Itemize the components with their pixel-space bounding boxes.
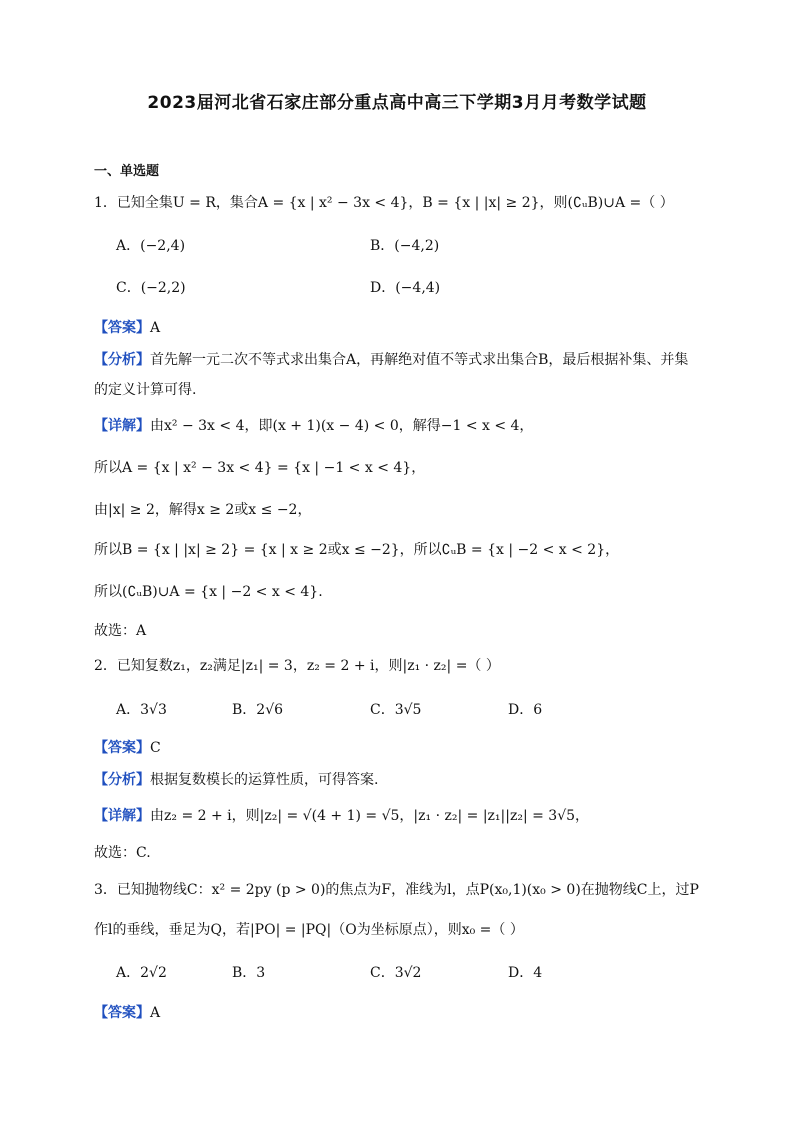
q1-detail-line	[94, 416, 533, 436]
answer-tag: 【答案】	[94, 1005, 150, 1021]
q2-analysis-text: 根据复数模长的运算性质，可得答案.	[150, 772, 379, 788]
q3-option-c: C．3√2	[370, 965, 422, 981]
q1-option-d: D．(−4,4)	[370, 280, 441, 296]
q3-answer-line	[94, 1003, 160, 1023]
q1-detail-5: 所以(∁ᵤB)∪A = {x | −2 < x < 4}.	[94, 584, 323, 600]
q3-option-b: B．3	[232, 965, 266, 981]
q2-stem: 2．已知复数z₁，z₂满足|z₁| = 3，z₂ = 2 + i，则|z₁ · z₂| =（ ）	[94, 658, 500, 674]
q2-answer-line	[94, 738, 161, 758]
q3-option-d: D．4	[508, 965, 543, 981]
detail-tag: 【详解】	[94, 808, 150, 824]
q3-answer: A	[150, 1005, 161, 1021]
q3-option-a: A．2√2	[116, 965, 167, 981]
q1-analysis-cont: 的定义计算可得.	[94, 382, 197, 398]
q3-stem-line2: 作l的垂线，垂足为Q，若|PO| = |PQ|（O为坐标原点），则x₀ =（ ）	[94, 922, 524, 938]
q2-option-c: C．3√5	[370, 702, 422, 718]
q1-detail-4: 所以B = {x | |x| ≥ 2} = {x | x ≥ 2或x ≤ −2}，所以∁ᵤB = {x | −2 < x < 2}，	[94, 542, 620, 558]
answer-tag: 【答案】	[94, 320, 150, 336]
answer-tag: 【答案】	[94, 740, 150, 756]
q2-detail-text: 由z₂ = 2 + i，则|z₂| = √(4 + 1) = √5，|z₁ · z₂| = |z₁||z₂| = 3√5，	[150, 808, 590, 824]
q1-option-b: B．(−4,2)	[370, 238, 440, 254]
page-title: 2023届河北省石家庄部分重点高中高三下学期3月月考数学试题	[147, 93, 647, 113]
analysis-tag: 【分析】	[94, 352, 150, 368]
detail-tag: 【详解】	[94, 418, 150, 434]
q1-conclusion: 故选：A	[94, 623, 147, 639]
q2-option-b: B．2√6	[232, 702, 284, 718]
q1-stem: 1．已知全集U = R，集合A = {x | x² − 3x < 4}，B = {x | |x| ≥ 2}，则(∁ᵤB)∪A =（ ）	[94, 195, 674, 211]
q1-answer: A	[150, 320, 161, 336]
q2-option-d: D．6	[508, 702, 543, 718]
q2-conclusion: 故选：C.	[94, 845, 151, 861]
q3-stem-line1: 3．已知抛物线C：x² = 2py (p > 0)的焦点为F，准线为l，点P(x₀,1)(x₀ > 0)在抛物线C上，过P	[94, 882, 699, 898]
q2-analysis-line	[94, 770, 378, 790]
q1-option-a: A．(−2,4)	[116, 238, 186, 254]
q1-option-c: C．(−2,2)	[116, 280, 186, 296]
q2-option-a: A．3√3	[116, 702, 167, 718]
q1-analysis-line	[94, 350, 688, 370]
q1-detail-3: 由|x| ≥ 2，解得x ≥ 2或x ≤ −2，	[94, 502, 312, 518]
q1-detail-2: 所以A = {x | x² − 3x < 4} = {x | −1 < x < 4}，	[94, 460, 426, 476]
q2-detail-line	[94, 806, 589, 826]
q1-analysis-text: 首先解一元二次不等式求出集合A，再解绝对值不等式求出集合B，最后根据补集、并集	[150, 352, 689, 368]
q1-detail-text: 由x² − 3x < 4，即(x + 1)(x − 4) < 0，解得−1 < x < 4，	[150, 418, 534, 434]
analysis-tag: 【分析】	[94, 772, 150, 788]
q2-answer: C	[150, 740, 161, 756]
q1-answer-line	[94, 318, 160, 338]
section-heading: 一、单选题	[94, 164, 160, 179]
